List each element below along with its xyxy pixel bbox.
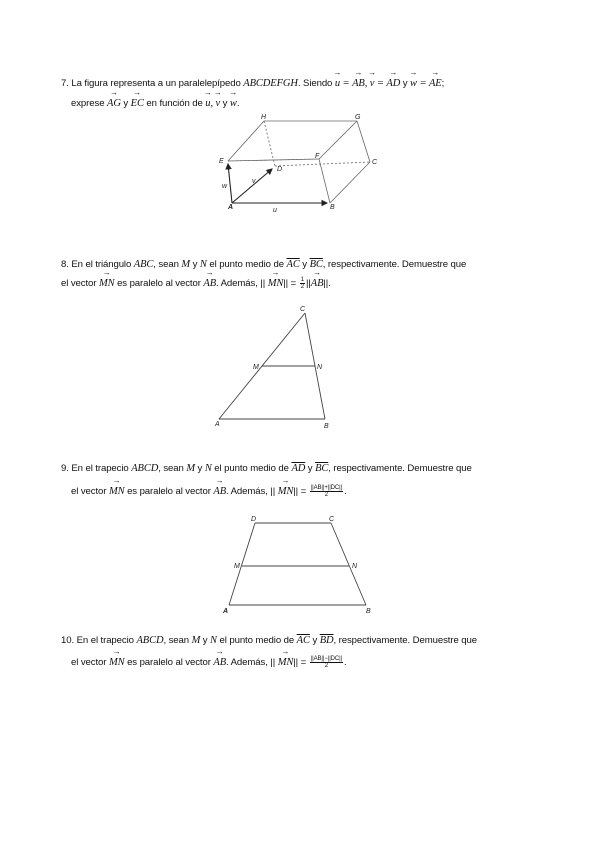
equals: = [416,78,429,89]
label-d: D [251,516,257,523]
text: en función de [143,98,206,109]
label-u: u [273,207,277,214]
text: 7. La figura representa a un paralelepípedo [61,78,244,89]
text: y [299,259,310,270]
text: y [194,463,205,474]
label-v: v [252,178,256,185]
text: y [309,635,320,646]
problem-9-line-2 [71,485,347,498]
problem-9-line-1 [61,463,472,475]
vector-w-arrow [228,164,232,203]
vector-mn: → MN [268,278,284,290]
vector-w: → w [230,98,237,110]
fraction-sum [310,485,343,498]
vector-ec: → EC [131,98,144,110]
segment-ac: $\overline{AC}$ [296,635,310,646]
text: exprese [71,98,107,109]
segment-bd: $\overline{BD}$ [319,635,334,646]
text: 10. En el trapecio [61,635,137,646]
label-h: H [261,114,267,121]
label-b: B [366,608,371,615]
vector-ae: → AE [429,78,442,90]
text: 9. En el trapecio [61,463,132,474]
label-n: N [352,563,358,570]
problem-7-line-1 [61,78,444,90]
text: y [400,78,411,89]
comma: , [210,98,216,109]
segment-bc: $\overline{BC}$ [315,463,329,474]
text: y [190,259,200,270]
vector-ab: → AB [213,657,226,669]
math-abcd: ABCD [131,463,159,474]
text: . Además, || [226,657,278,669]
label-c: C [372,159,378,166]
denominator: 2 [324,492,328,498]
vector-ab: → AB [213,486,226,498]
side-bc [331,523,366,605]
edge-he [228,121,264,161]
math-n: N [210,635,217,646]
vector-ab: → AB [203,278,216,290]
text: y [120,98,131,109]
label-a: A [228,204,234,211]
problem-8-line-2 [61,277,331,290]
label-m: M [253,364,259,371]
label-e: E [219,158,224,165]
vector-ag: → AG [107,98,121,110]
problem-8-line-1 [61,259,466,271]
problem-7-line-2 [71,98,239,110]
text: . [344,657,347,669]
math-n: N [199,259,207,270]
text: es paralelo al vector [114,278,204,290]
text: , respectivamente. Demuestre que [333,635,477,646]
text: y [220,98,230,109]
triangle-figure [210,300,340,430]
vector-u: → u [205,98,210,110]
segment-ad: $\overline{AD}$ [291,463,306,474]
label-n: N [317,364,323,371]
vector-mn: → MN [99,278,115,290]
math-m: M [191,635,201,646]
text: 8. En el triángulo [61,259,134,270]
text: el punto medio de [216,635,297,646]
vector-v-arrow [232,169,272,203]
vector-mn: → MN [109,657,125,669]
segment-bc: $\overline{BC}$ [309,259,323,270]
text: , sean [163,635,192,646]
label-b: B [324,423,329,430]
text: . Siendo [297,78,335,89]
vector-mn: → MN [109,486,125,498]
label-d: D [277,166,283,173]
edge-gf [319,121,357,159]
edge-gc [357,121,370,162]
math-abc: ABC [133,259,154,270]
text: ||. [323,278,331,290]
vector-ad: → AD [386,78,400,90]
problem-10-line-1 [61,635,477,647]
text: || = [293,657,309,669]
text: . [236,98,240,109]
text: el punto medio de [211,463,292,474]
text: . Además, || [226,486,278,498]
text: || [305,278,311,290]
text: . [344,486,347,498]
parallelepiped-figure [215,110,385,220]
math-abcd: ABCD [136,635,164,646]
label-a: A [215,421,220,428]
edge-bc [330,162,370,203]
text: y [305,463,316,474]
label-c: C [329,516,335,523]
text: y [200,635,211,646]
denominator: 2 [324,663,328,669]
fraction-difference [310,656,343,669]
label-c: C [300,306,306,313]
label-g: G [355,114,361,121]
text: || = [283,278,299,290]
vector-mn: → MN [278,486,294,498]
side-ad [229,523,255,605]
equals: = [340,78,353,89]
text: es paralelo al vector [124,486,214,498]
numerator: ||AB||−||DC|| [310,656,343,662]
segment-ac: $\overline{AC}$ [286,259,300,270]
numerator: ||AB||+||DC|| [310,485,343,491]
denominator: 2 [300,284,304,290]
text: el punto medio de [206,259,287,270]
vector-u: → u [335,78,340,90]
edge-hd-hidden [264,121,275,166]
vector-w: → w [410,78,417,90]
text: , sean [153,259,182,270]
text: el vector [61,278,99,290]
numerator: 1 [300,277,304,283]
comma: , [364,78,370,89]
label-w: w [222,183,228,190]
vector-ab: → AB [352,78,365,90]
text: ; [441,78,445,89]
equals: = [374,78,387,89]
label-a: A [223,608,229,615]
text: , respectivamente. Demuestre que [322,259,467,270]
fraction-one-half [300,277,305,290]
label-f: F [315,153,320,160]
math-n: N [204,463,212,474]
vector-v: → v [370,78,375,90]
text: es paralelo al vector [124,657,214,669]
text: , respectivamente. Demuestre que [328,463,472,474]
text: el vector [71,657,109,669]
math-abcdefgh: ABCDEFGH [243,78,298,89]
label-m: M [234,563,240,570]
edge-dc-hidden [275,162,370,166]
vector-ab: → AB [311,278,324,290]
text: || = [293,486,309,498]
trapezoid-figure [215,512,385,615]
text: , sean [158,463,187,474]
vector-v: → v [216,98,221,110]
problem-10-line-2 [71,656,347,669]
label-b: B [330,204,335,211]
text: . Además, || [216,278,268,290]
edge-fb [319,159,330,203]
math-m: M [181,259,191,270]
math-m: M [186,463,195,474]
text: el vector [71,486,109,498]
vector-mn: → MN [278,657,294,669]
